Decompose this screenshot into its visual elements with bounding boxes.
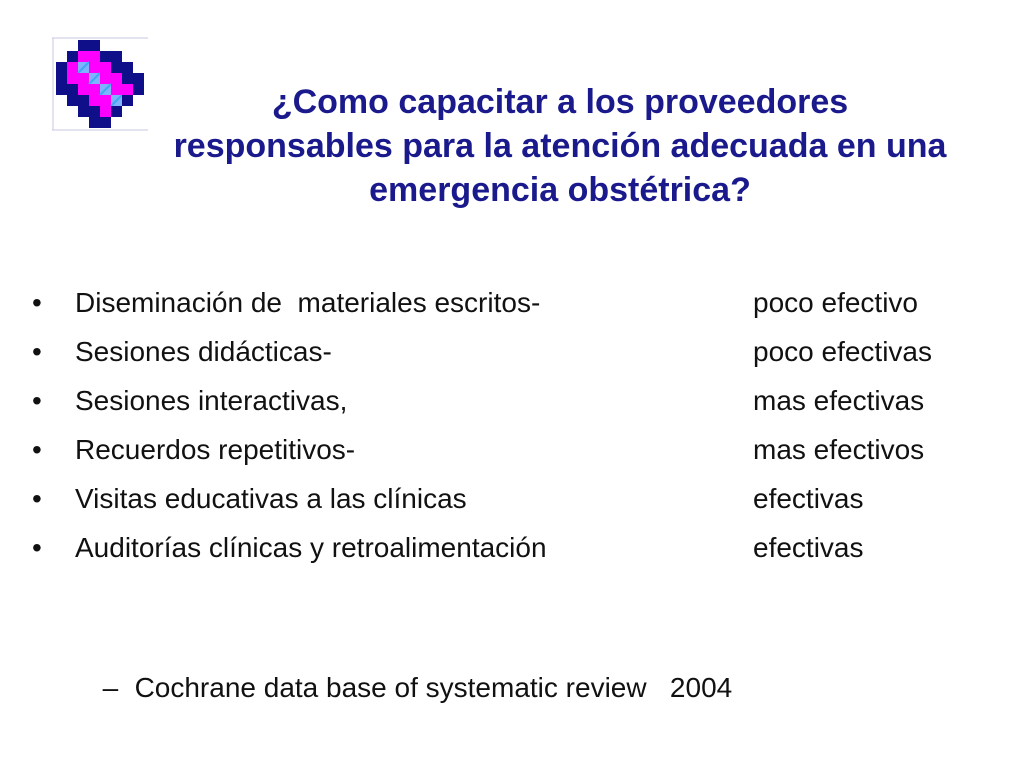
- bullet-item: [32, 523, 1012, 572]
- bullet-icon: •: [32, 483, 42, 514]
- bullet-rating: efectivas: [753, 483, 864, 514]
- logo-pixel: [56, 73, 67, 84]
- logo-pixel: [111, 62, 122, 73]
- bullet-icon: •: [32, 385, 42, 416]
- bullet-text: Sesiones didácticas-: [75, 336, 332, 367]
- logo-pixel: [67, 84, 78, 95]
- bullet-rating: poco efectivas: [753, 336, 932, 367]
- bullet-text: Auditorías clínicas y retroalimentación: [75, 532, 547, 563]
- citation-text: Cochrane data base of systematic review 2004: [134, 672, 733, 703]
- logo-pixel: [56, 62, 67, 73]
- title-line: responsables para la atención adecuada en una: [173, 127, 947, 165]
- bullet-text: Sesiones interactivas,: [75, 385, 348, 416]
- citation: [87, 622, 732, 710]
- logo-pixel: [100, 51, 111, 62]
- bullet-rating: efectivas: [753, 532, 864, 563]
- logo-pixel: [89, 95, 100, 106]
- bullet-item: [32, 327, 1012, 376]
- bullet-list: [32, 278, 1012, 572]
- bullet-item: [32, 474, 1012, 523]
- logo-pixel: [89, 62, 100, 73]
- bullet-item: [32, 376, 1012, 425]
- logo-pixel: [67, 73, 78, 84]
- bullet-text: Visitas educativas a las clínicas: [75, 483, 467, 514]
- logo-pixel: [78, 40, 89, 51]
- bullet-item: [32, 425, 1012, 474]
- logo-pixel: [78, 73, 89, 84]
- bullet-rating: mas efectivas: [753, 385, 925, 416]
- logo-pixel: [78, 95, 89, 106]
- logo-pixel: [89, 40, 100, 51]
- bullet-rating: mas efectivos: [753, 434, 925, 465]
- logo-pixel: [89, 106, 100, 117]
- logo-pixel: [89, 84, 100, 95]
- logo-pixel: [78, 51, 89, 62]
- logo-pixel: [56, 84, 67, 95]
- logo-pixel: [122, 62, 133, 73]
- bullet-icon: •: [32, 434, 42, 465]
- bullet-icon: •: [32, 532, 42, 563]
- logo-pixel: [89, 51, 100, 62]
- bullet-icon: •: [32, 287, 42, 318]
- logo-pixel: [67, 51, 78, 62]
- title-line: emergencia obstétrica?: [369, 171, 751, 209]
- bullet-icon: •: [32, 336, 42, 367]
- bullet-rating: poco efectivo: [753, 287, 918, 318]
- logo-pixel: [111, 51, 122, 62]
- title-line: ¿Como capacitar a los proveedores: [271, 83, 849, 121]
- logo-pixel: [100, 62, 111, 73]
- dash-icon: –: [102, 672, 119, 703]
- logo-pixel: [78, 106, 89, 117]
- slide-title: [100, 80, 1020, 212]
- bullet-text: Diseminación de materiales escritos-: [75, 287, 541, 318]
- logo-pixel: [67, 62, 78, 73]
- bullet-item: [32, 278, 1012, 327]
- logo-pixel: [89, 117, 100, 128]
- bullet-text: Recuerdos repetitivos-: [75, 434, 356, 465]
- logo-pixel: [78, 84, 89, 95]
- logo-pixel: [67, 95, 78, 106]
